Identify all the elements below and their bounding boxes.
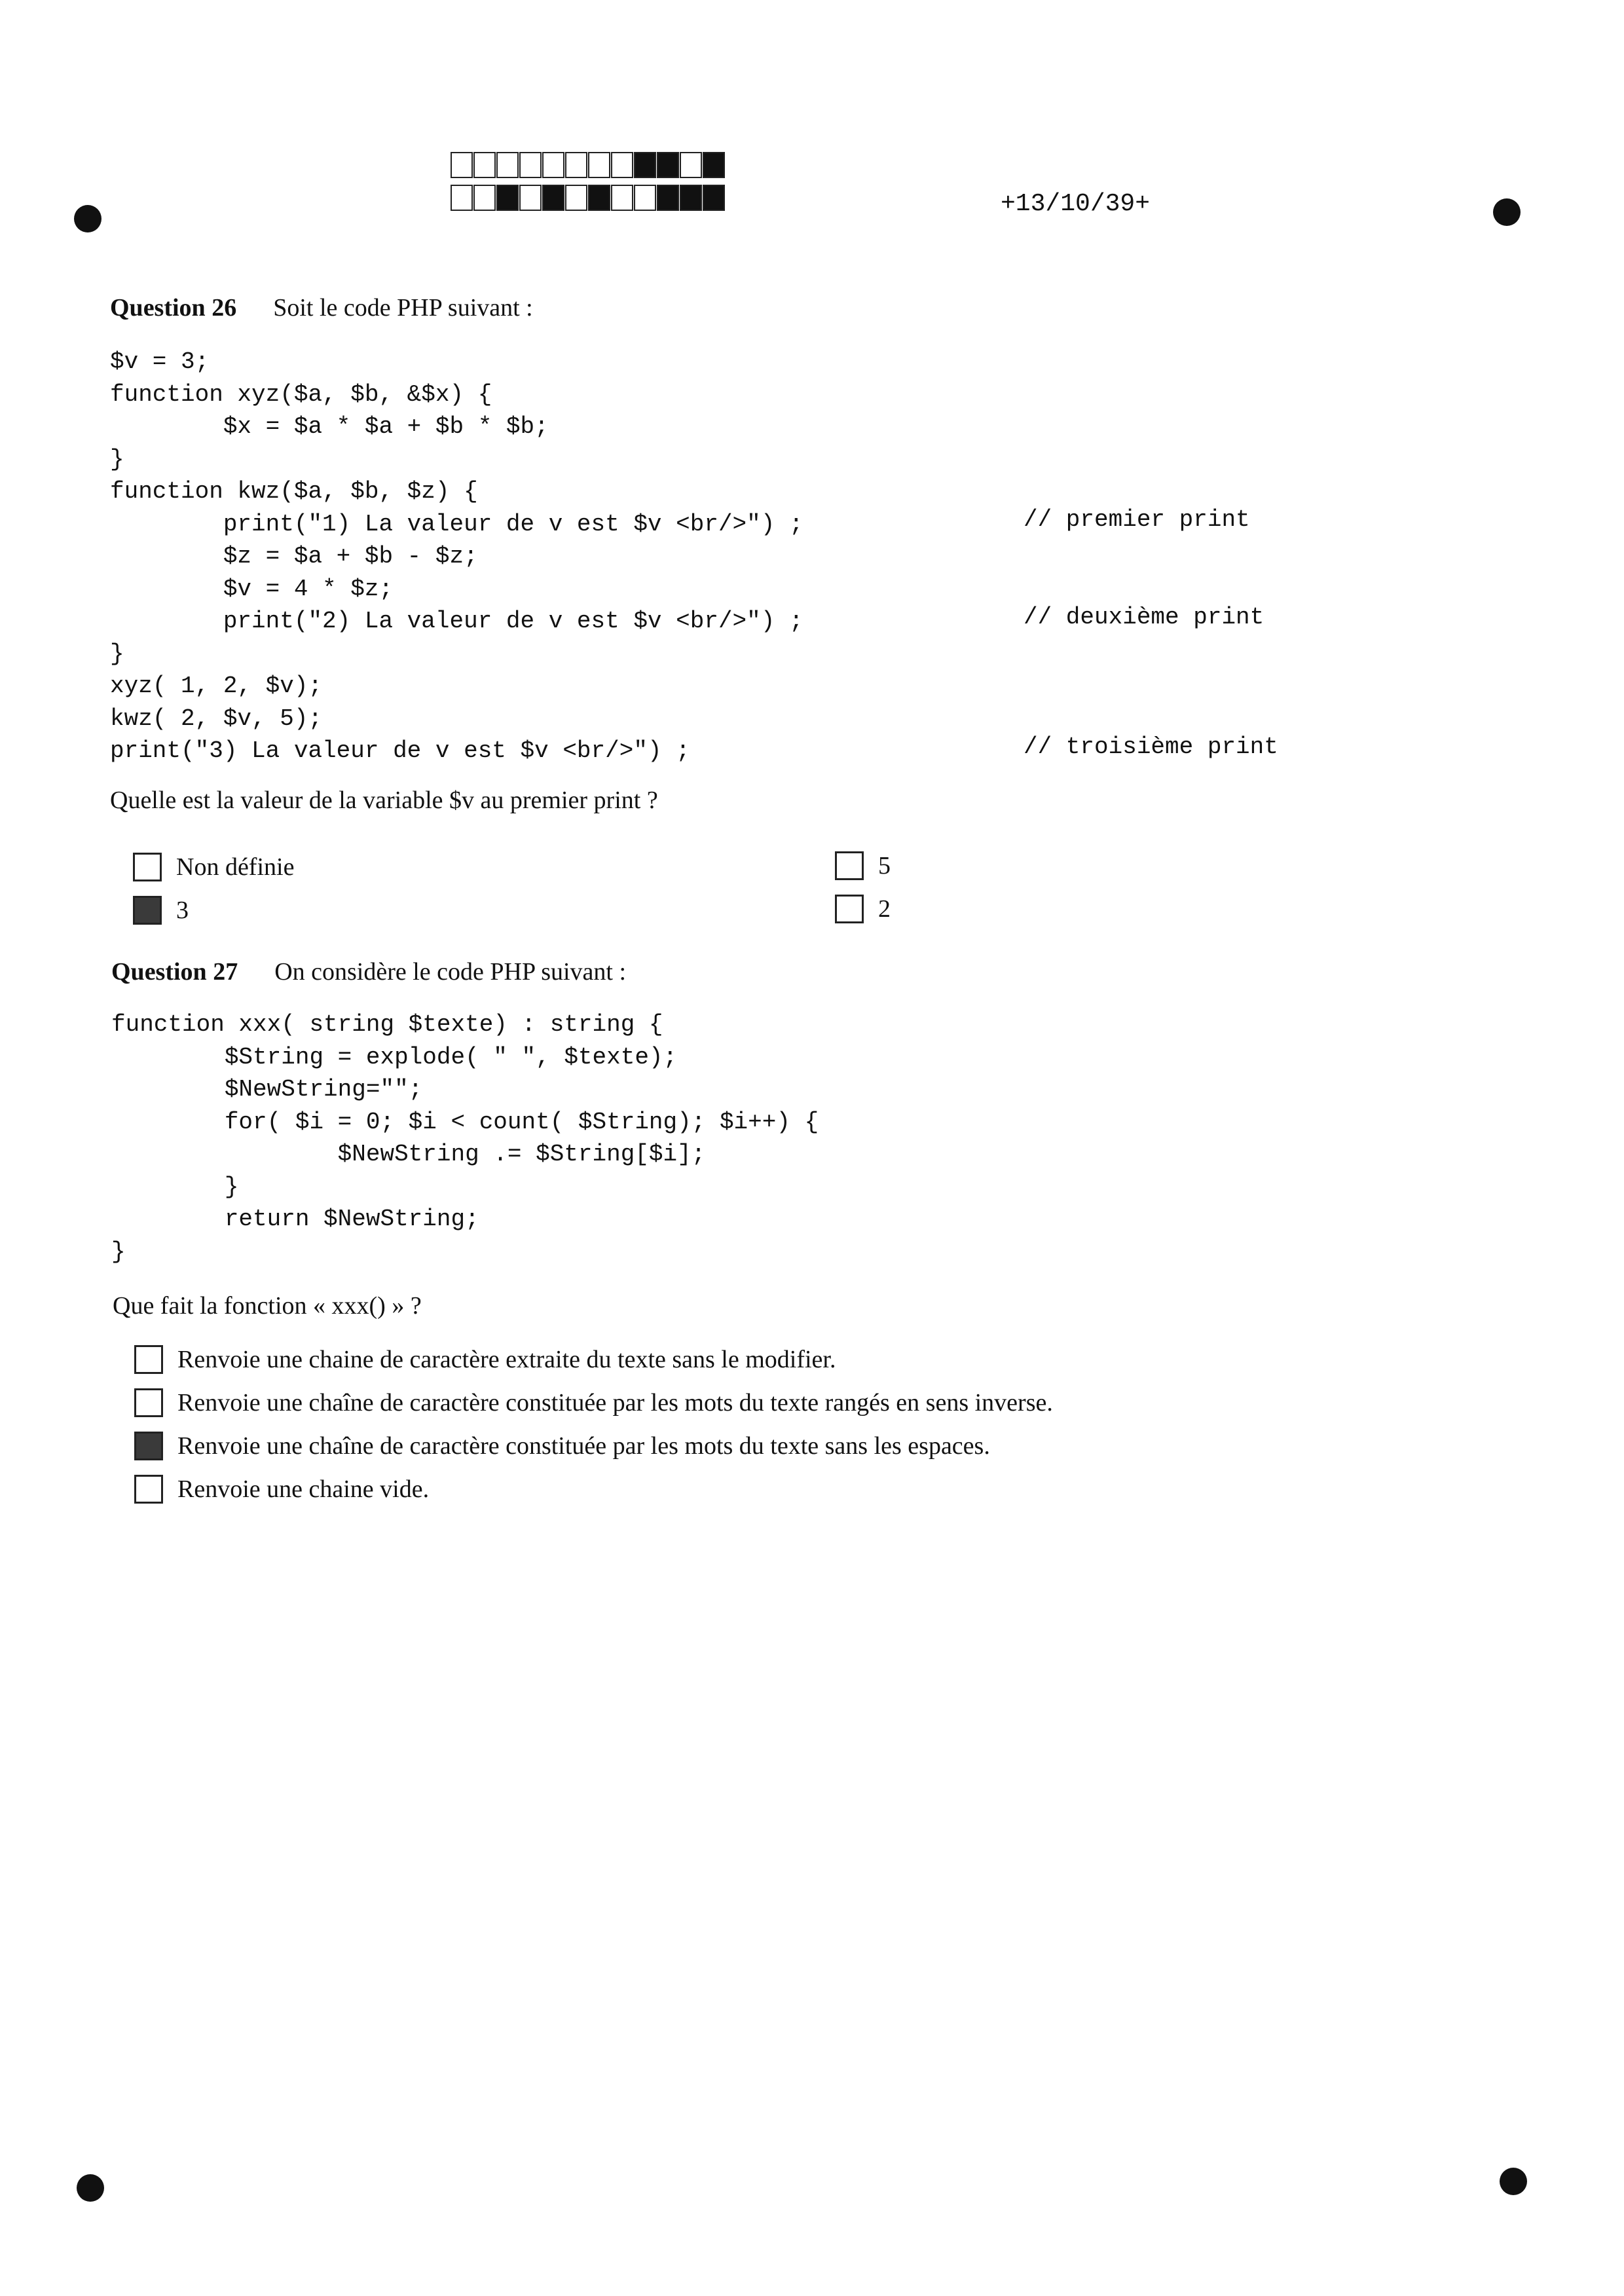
question-27-intro: On considère le code PHP suivant : <box>274 958 627 986</box>
registration-mark-bottom-left <box>77 2174 104 2202</box>
barcode-cell <box>703 185 725 211</box>
q26-checkbox-2[interactable] <box>835 895 864 923</box>
comment-troisieme-print: // troisième print <box>1024 733 1278 760</box>
q26-code-line: print("1) La valeur de v est $v <br/>") ; <box>110 510 803 538</box>
q27-choice-1[interactable] <box>134 1345 836 1374</box>
q26-choice-label: 3 <box>176 897 189 924</box>
barcode-cell <box>611 152 633 178</box>
q27-choice-4[interactable] <box>134 1475 429 1504</box>
q26-code-line: $z = $a + $b - $z; <box>110 543 478 570</box>
q27-checkbox-2[interactable] <box>134 1388 163 1417</box>
page-id: +13/10/39+ <box>1001 190 1151 218</box>
barcode-cell <box>703 152 725 178</box>
barcode-cell <box>588 152 610 178</box>
q26-choice-label: 5 <box>878 852 891 880</box>
q27-code-line: $String = explode( " ", $texte); <box>111 1043 678 1071</box>
barcode-row-1 <box>451 152 726 181</box>
q26-code-line: } <box>110 445 124 473</box>
q26-choice-label: Non définie <box>176 853 295 881</box>
question-27-prompt: Que fait la fonction « xxx() » ? <box>113 1292 422 1320</box>
q27-checkbox-4[interactable] <box>134 1475 163 1504</box>
barcode-cell <box>496 185 519 211</box>
q26-code-line: function kwz($a, $b, $z) { <box>110 478 478 505</box>
q27-choice-label: Renvoie une chaine vide. <box>177 1475 430 1503</box>
barcode-cell <box>588 185 610 211</box>
question-27-code <box>111 1009 819 1268</box>
question-26-label: Question 26 <box>110 294 237 322</box>
q26-code-line: print("2) La valeur de v est $v <br/>") ; <box>110 608 803 635</box>
question-26-code <box>110 346 803 768</box>
question-27-header <box>111 957 626 986</box>
q27-code-line: function xxx( string $texte) : string { <box>111 1011 663 1038</box>
q27-checkbox-3[interactable] <box>134 1432 163 1460</box>
barcode-cell <box>542 185 564 211</box>
barcode-cell <box>451 152 473 178</box>
q27-choice-3[interactable] <box>134 1432 990 1460</box>
q26-code-line: kwz( 2, $v, 5); <box>110 705 323 732</box>
q26-choice-2[interactable] <box>835 895 891 923</box>
q26-code-line: $v = 4 * $z; <box>110 575 394 602</box>
q27-choice-label: Renvoie une chaine de caractère extraite du texte sans le modifier. <box>177 1346 836 1373</box>
question-27-label: Question 27 <box>111 958 238 986</box>
barcode-cell <box>680 152 702 178</box>
q26-code-line: } <box>110 640 124 667</box>
q27-checkbox-1[interactable] <box>134 1345 163 1374</box>
barcode-cell <box>451 185 473 211</box>
q26-code-line: xyz( 1, 2, $v); <box>110 673 323 699</box>
q26-checkbox-5[interactable] <box>835 851 864 880</box>
q26-checkbox-non-definie[interactable] <box>133 853 162 881</box>
q26-code-line: $x = $a * $a + $b * $b; <box>110 413 549 440</box>
question-26-header <box>110 293 533 322</box>
q27-code-line: return $NewString; <box>111 1206 479 1232</box>
barcode-cell <box>565 185 587 211</box>
q27-choice-2[interactable] <box>134 1388 1053 1417</box>
q27-choice-label: Renvoie une chaîne de caractère constituée par les mots du texte sans les espaces. <box>177 1432 990 1460</box>
registration-mark-bottom-right <box>1500 2168 1527 2195</box>
q27-code-line: $NewString=""; <box>111 1076 423 1103</box>
question-26-prompt: Quelle est la valeur de la variable $v au premier print ? <box>110 787 658 814</box>
q26-choice-3[interactable] <box>133 896 189 925</box>
comment-deuxieme-print: // deuxième print <box>1024 604 1264 631</box>
registration-mark-top-right <box>1493 198 1521 226</box>
q26-checkbox-3[interactable] <box>133 896 162 925</box>
q26-choice-5[interactable] <box>835 851 891 880</box>
q26-code-line: function xyz($a, $b, &$x) { <box>110 380 492 408</box>
barcode-cell <box>519 185 542 211</box>
q27-code-line: for( $i = 0; $i < count( $String); $i++) { <box>111 1108 819 1136</box>
q27-code-line: } <box>111 1173 239 1200</box>
barcode-cell <box>657 185 679 211</box>
barcode-cell <box>473 185 496 211</box>
barcode-cell <box>634 185 656 211</box>
page-barcode <box>451 152 726 217</box>
barcode-row-2 <box>451 185 726 213</box>
barcode-cell <box>542 152 564 178</box>
q26-choice-label: 2 <box>878 895 891 923</box>
comment-premier-print: // premier print <box>1024 506 1250 533</box>
q26-code-line: print("3) La valeur de v est $v <br/>") ; <box>110 737 690 764</box>
barcode-cell <box>496 152 519 178</box>
barcode-cell <box>473 152 496 178</box>
barcode-cell <box>611 185 633 211</box>
q27-code-line: } <box>111 1238 126 1265</box>
q27-choice-label: Renvoie une chaîne de caractère constituée par les mots du texte rangés en sens inverse. <box>177 1389 1053 1416</box>
q27-code-line: $NewString .= $String[$i]; <box>111 1141 706 1168</box>
registration-mark-top-left <box>74 205 101 232</box>
barcode-cell <box>657 152 679 178</box>
barcode-cell <box>565 152 587 178</box>
question-26-intro: Soit le code PHP suivant : <box>273 294 533 322</box>
barcode-cell <box>634 152 656 178</box>
barcode-cell <box>680 185 702 211</box>
barcode-cell <box>519 152 542 178</box>
q26-code-line: $v = 3; <box>110 348 210 375</box>
q26-choice-non-definie[interactable] <box>133 853 294 881</box>
